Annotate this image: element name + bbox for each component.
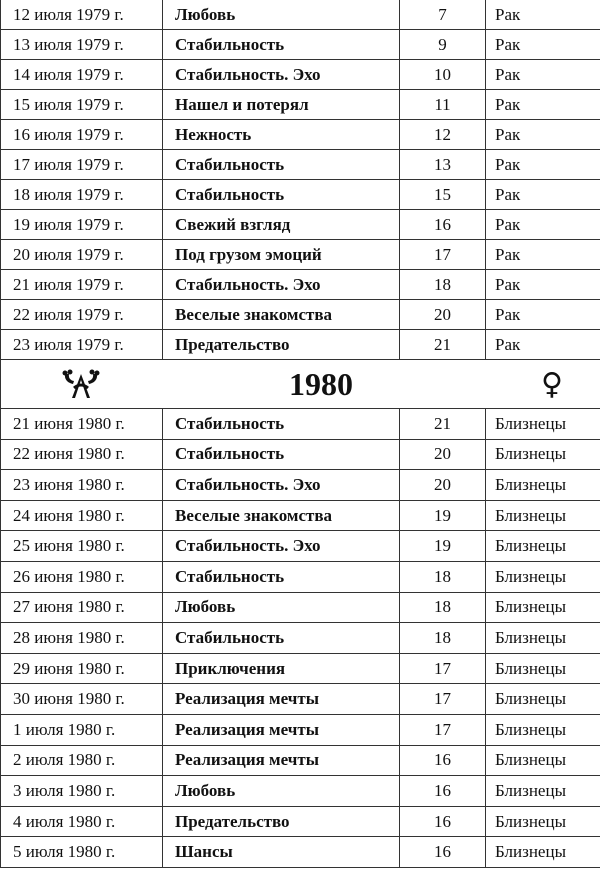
table-row (1, 240, 600, 270)
table-row (1, 300, 600, 330)
sign-cell: Близнецы (486, 531, 600, 562)
name-cell: Стабильность (163, 30, 400, 60)
number-cell: 21 (400, 330, 486, 360)
sign-cell: Близнецы (486, 623, 600, 654)
zodiac-monkey-icon (61, 368, 101, 400)
date-cell: 1 июля 1980 г. (1, 714, 163, 745)
table-row (1, 210, 600, 240)
number-cell: 17 (400, 653, 486, 684)
date-cell: 21 июля 1979 г. (1, 270, 163, 300)
number-cell: 18 (400, 270, 486, 300)
number-cell: 19 (400, 500, 486, 531)
date-cell: 24 июня 1980 г. (1, 500, 163, 531)
name-cell: Веселые знакомства (163, 500, 400, 531)
table-row (1, 30, 600, 60)
sign-cell: Близнецы (486, 714, 600, 745)
date-cell: 26 июня 1980 г. (1, 561, 163, 592)
name-cell: Приключения (163, 653, 400, 684)
date-cell: 21 июня 1980 г. (1, 409, 163, 440)
date-cell: 29 июня 1980 г. (1, 653, 163, 684)
sign-cell: Рак (486, 30, 600, 60)
name-cell: Реализация мечты (163, 745, 400, 776)
table-row (1, 531, 600, 562)
date-cell: 12 июля 1979 г. (1, 0, 163, 30)
name-cell: Веселые знакомства (163, 300, 400, 330)
name-cell: Предательство (163, 330, 400, 360)
date-cell: 18 июля 1979 г. (1, 180, 163, 210)
table-row (1, 409, 600, 440)
name-cell: Любовь (163, 0, 400, 30)
name-cell: Стабильность. Эхо (163, 531, 400, 562)
date-cell: 13 июля 1979 г. (1, 30, 163, 60)
name-cell: Стабильность (163, 439, 400, 470)
table-row (1, 180, 600, 210)
table-row (1, 120, 600, 150)
number-cell: 16 (400, 210, 486, 240)
name-cell: Шансы (163, 837, 400, 868)
number-cell: 16 (400, 806, 486, 837)
section-1979 (1, 0, 600, 360)
sign-cell: Близнецы (486, 470, 600, 501)
number-cell: 15 (400, 180, 486, 210)
sign-cell: Рак (486, 270, 600, 300)
year-label: 1980 (289, 365, 353, 402)
date-cell: 22 июня 1980 г. (1, 439, 163, 470)
table-row (1, 745, 600, 776)
sign-cell: Близнецы (486, 439, 600, 470)
date-cell: 14 июля 1979 г. (1, 60, 163, 90)
name-cell: Нашел и потерял (163, 90, 400, 120)
number-cell: 10 (400, 60, 486, 90)
name-cell: Стабильность (163, 150, 400, 180)
table-row (1, 270, 600, 300)
name-cell: Любовь (163, 592, 400, 623)
sign-cell: Рак (486, 0, 600, 30)
sign-cell: Рак (486, 300, 600, 330)
name-cell: Стабильность. Эхо (163, 470, 400, 501)
number-cell: 17 (400, 684, 486, 715)
name-cell: Стабильность (163, 623, 400, 654)
table-row (1, 439, 600, 470)
number-cell: 12 (400, 120, 486, 150)
name-cell: Под грузом эмоций (163, 240, 400, 270)
name-cell: Стабильность (163, 409, 400, 440)
date-cell: 22 июля 1979 г. (1, 300, 163, 330)
date-cell: 5 июля 1980 г. (1, 837, 163, 868)
name-cell: Реализация мечты (163, 684, 400, 715)
name-cell: Нежность (163, 120, 400, 150)
table-row (1, 90, 600, 120)
date-cell: 19 июля 1979 г. (1, 210, 163, 240)
name-cell: Свежий взгляд (163, 210, 400, 240)
name-cell: Стабильность (163, 561, 400, 592)
table-row (1, 714, 600, 745)
date-cell: 17 июля 1979 г. (1, 150, 163, 180)
date-cell: 28 июня 1980 г. (1, 623, 163, 654)
name-cell: Стабильность. Эхо (163, 60, 400, 90)
number-cell: 17 (400, 714, 486, 745)
table-row (1, 806, 600, 837)
sign-cell: Близнецы (486, 500, 600, 531)
table-row (1, 150, 600, 180)
sign-cell: Рак (486, 150, 600, 180)
date-cell: 2 июля 1980 г. (1, 745, 163, 776)
number-cell: 16 (400, 745, 486, 776)
number-cell: 18 (400, 623, 486, 654)
table-row (1, 776, 600, 807)
table-row (1, 330, 600, 360)
date-cell: 23 июля 1979 г. (1, 330, 163, 360)
sign-cell: Близнецы (486, 806, 600, 837)
number-cell: 13 (400, 150, 486, 180)
number-cell: 17 (400, 240, 486, 270)
number-cell: 9 (400, 30, 486, 60)
year-header-row (1, 360, 600, 409)
sign-cell: Рак (486, 60, 600, 90)
number-cell: 21 (400, 409, 486, 440)
number-cell: 18 (400, 561, 486, 592)
sign-cell: Близнецы (486, 409, 600, 440)
sign-cell: Близнецы (486, 837, 600, 868)
year-header-section (1, 360, 600, 409)
name-cell: Стабильность (163, 180, 400, 210)
number-cell: 7 (400, 0, 486, 30)
venus-icon: ♀ (541, 366, 563, 402)
date-cell: 3 июля 1980 г. (1, 776, 163, 807)
date-cell: 20 июля 1979 г. (1, 240, 163, 270)
sign-cell: Близнецы (486, 776, 600, 807)
date-cell: 15 июля 1979 г. (1, 90, 163, 120)
sign-cell: Близнецы (486, 684, 600, 715)
number-cell: 20 (400, 300, 486, 330)
table-row (1, 623, 600, 654)
date-cell: 27 июня 1980 г. (1, 592, 163, 623)
date-cell: 25 июня 1980 г. (1, 531, 163, 562)
sign-cell: Близнецы (486, 653, 600, 684)
sign-cell: Близнецы (486, 561, 600, 592)
sign-cell: Рак (486, 210, 600, 240)
sign-cell: Близнецы (486, 745, 600, 776)
sign-cell: Рак (486, 240, 600, 270)
section-1980 (1, 409, 600, 868)
sign-cell: Близнецы (486, 592, 600, 623)
number-cell: 16 (400, 837, 486, 868)
sign-cell: Рак (486, 330, 600, 360)
date-cell: 16 июля 1979 г. (1, 120, 163, 150)
date-cell: 30 июня 1980 г. (1, 684, 163, 715)
table-row (1, 0, 600, 30)
table-row (1, 684, 600, 715)
date-cell: 23 июня 1980 г. (1, 470, 163, 501)
sign-cell: Рак (486, 90, 600, 120)
name-cell: Любовь (163, 776, 400, 807)
number-cell: 11 (400, 90, 486, 120)
table-row (1, 500, 600, 531)
number-cell: 18 (400, 592, 486, 623)
date-cell: 4 июля 1980 г. (1, 806, 163, 837)
number-cell: 20 (400, 470, 486, 501)
table-row (1, 653, 600, 684)
name-cell: Стабильность. Эхо (163, 270, 400, 300)
number-cell: 20 (400, 439, 486, 470)
sign-cell: Рак (486, 180, 600, 210)
sign-cell: Рак (486, 120, 600, 150)
number-cell: 19 (400, 531, 486, 562)
table-row (1, 561, 600, 592)
table-row (1, 60, 600, 90)
table-row (1, 837, 600, 868)
name-cell: Реализация мечты (163, 714, 400, 745)
name-cell: Предательство (163, 806, 400, 837)
table-row (1, 592, 600, 623)
table-row (1, 470, 600, 501)
number-cell: 16 (400, 776, 486, 807)
